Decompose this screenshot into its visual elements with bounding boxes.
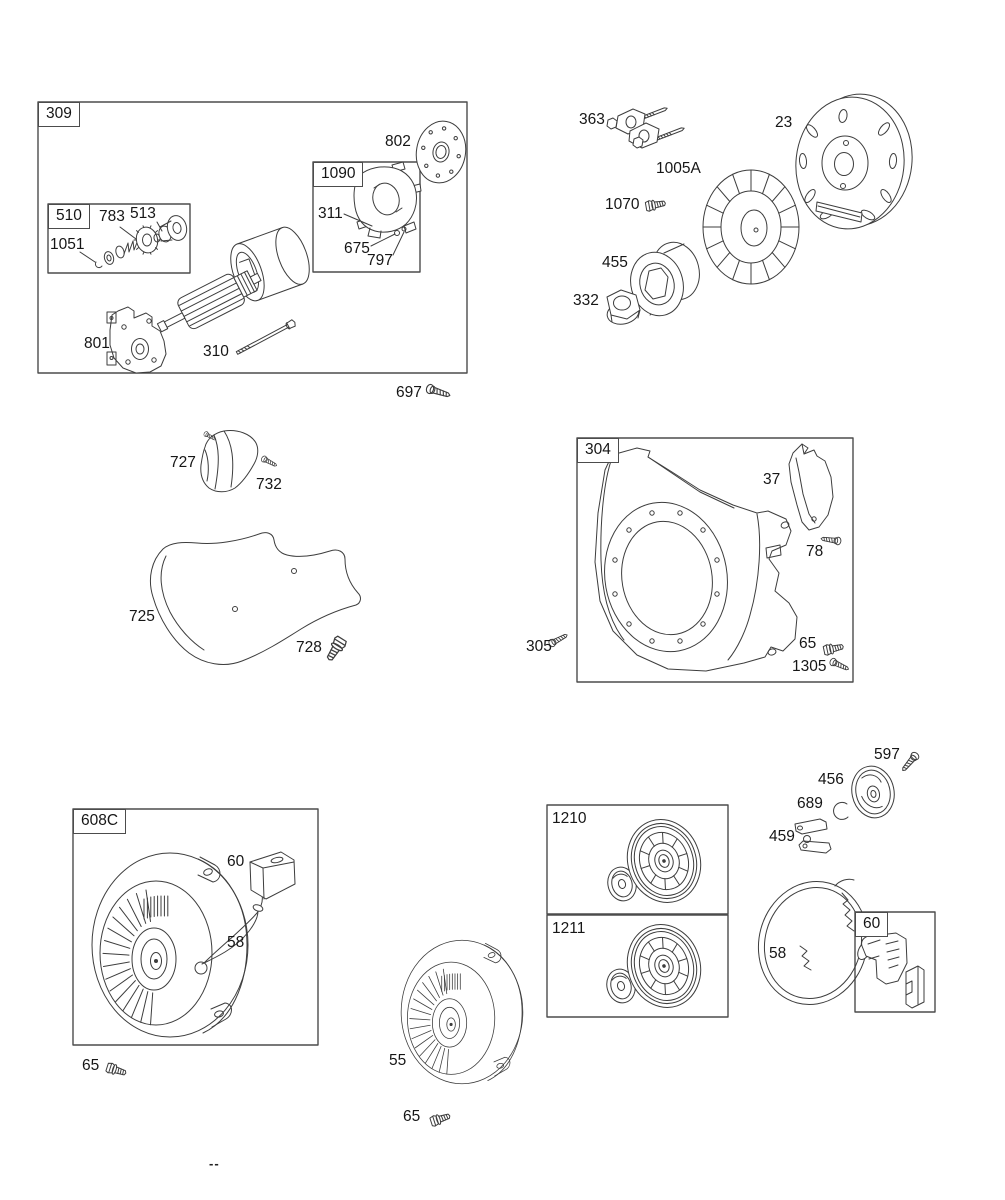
- screw-1305-drawing: [829, 657, 850, 672]
- callout-55: 55: [389, 1052, 407, 1069]
- callout-456: 456: [818, 771, 844, 788]
- callout-65-55: 65: [403, 1108, 421, 1125]
- screw-732-drawing: [260, 455, 278, 468]
- flywheel-23-drawing: [789, 89, 918, 235]
- box-tag-60: 60: [855, 912, 888, 937]
- shield-725-drawing: [150, 533, 360, 665]
- cover-727-drawing: [201, 431, 258, 492]
- callout-1305: 1305: [792, 658, 827, 675]
- callout-37: 37: [763, 471, 781, 488]
- through-bolt-310-drawing: [235, 319, 296, 356]
- callout-797: 797: [367, 252, 393, 269]
- rewind-starter-55-drawing: [401, 940, 523, 1084]
- fan-1005a-drawing: [703, 170, 799, 284]
- flywheel-nut-332-drawing: [605, 290, 641, 327]
- callout-675: 675: [344, 240, 370, 257]
- box-label-1211: 1211: [552, 920, 586, 937]
- callout-65-608c: 65: [82, 1057, 100, 1074]
- box-tag-608c: 608C: [73, 809, 126, 834]
- callout-65-304: 65: [799, 635, 817, 652]
- box-tag-304: 304: [577, 438, 619, 463]
- box-tag-510: 510: [48, 204, 90, 229]
- callout-1070: 1070: [605, 196, 640, 213]
- ratchet-456-drawing: [847, 762, 899, 822]
- callout-801: 801: [84, 335, 110, 352]
- callout-332: 332: [573, 292, 599, 309]
- pawls-459-drawing: [795, 819, 831, 853]
- callout-783: 783: [99, 208, 125, 225]
- bolt-65-608c-drawing: [106, 1062, 128, 1078]
- callout-78: 78: [806, 543, 824, 560]
- screw-697-drawing: [425, 384, 451, 400]
- callout-58-rope: 58: [769, 945, 787, 962]
- starter-bracket-801-drawing: [107, 307, 166, 373]
- callout-310: 310: [203, 343, 229, 360]
- callout-363: 363: [579, 111, 605, 128]
- callout-732: 732: [256, 476, 282, 493]
- rewind-starter-608c-drawing: [92, 852, 295, 1037]
- callout-728: 728: [296, 639, 322, 656]
- callout-58-recoil: 58: [227, 934, 245, 951]
- bolt-65-304-drawing: [823, 641, 844, 655]
- callout-23: 23: [775, 114, 793, 131]
- callout-513: 513: [130, 205, 156, 222]
- box-tag-1090: 1090: [313, 162, 363, 187]
- clamp-363-drawing: [607, 107, 685, 148]
- screw-78-drawing: [821, 535, 842, 545]
- callout-455: 455: [602, 254, 628, 271]
- starter-rope-58-drawing: [745, 869, 881, 1017]
- bolt-65-55-drawing: [430, 1111, 452, 1127]
- cover-37-drawing: [789, 444, 833, 530]
- callout-60-handle: 60: [227, 853, 245, 870]
- callout-311: 311: [318, 205, 343, 222]
- bolt-1070-drawing: [645, 198, 666, 212]
- callout-1005a: 1005A: [656, 160, 701, 177]
- callout-697: 697: [396, 384, 422, 401]
- callout-1051: 1051: [50, 236, 85, 253]
- screw-597-drawing: [900, 751, 921, 773]
- callout-305: 305: [526, 638, 552, 655]
- callout-597: 597: [874, 746, 900, 763]
- callout-689: 689: [797, 795, 823, 812]
- footer-mark: --: [209, 1156, 220, 1171]
- box-label-1210: 1210: [552, 810, 587, 827]
- box-tag-309: 309: [38, 102, 80, 127]
- pulley-kit-1210-drawing: [604, 810, 711, 912]
- bolt-728-drawing: [323, 635, 347, 663]
- retainer-ring-689-drawing: [834, 802, 848, 819]
- pulley-kit-1211-drawing: [603, 915, 711, 1017]
- callout-459: 459: [769, 828, 795, 845]
- callout-802: 802: [385, 133, 411, 150]
- callout-727: 727: [170, 454, 196, 471]
- handle-60-drawing: [855, 933, 924, 1008]
- callout-725: 725: [129, 608, 155, 625]
